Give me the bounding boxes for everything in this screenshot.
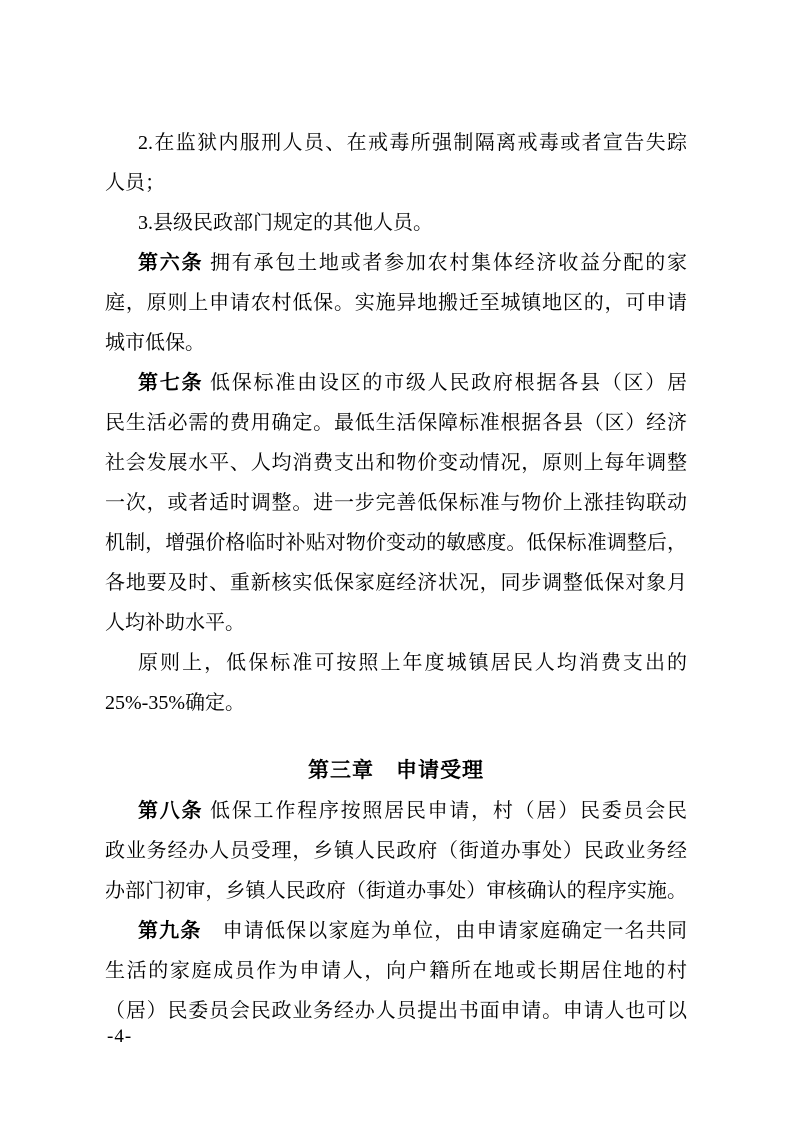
text-run: 城市低保。 [105, 332, 205, 354]
text-run: 生活的家庭成员作为申请人，向户籍所在地或长期居住地的村 [105, 960, 687, 982]
text-line [105, 911, 687, 951]
text-run: 25%-35%确定。 [105, 692, 245, 714]
text-line [105, 403, 687, 443]
text-line [105, 443, 687, 483]
page-number: -4- [107, 1026, 133, 1047]
text-line [105, 791, 687, 831]
text-line [105, 323, 687, 363]
text-line [105, 483, 687, 523]
text-line [105, 831, 687, 871]
text-line [105, 163, 687, 203]
text-line [105, 643, 687, 683]
text-run: 原则上，低保标准可按照上年度城镇居民人均消费支出的 [138, 652, 687, 674]
text-run: 2.在监狱内服刑人员、在戒毒所强制隔离戒毒或者宣告失踪 [138, 132, 687, 154]
text-line [105, 243, 687, 283]
article-number: 第七条 [138, 372, 204, 394]
text-run: 拥有承包土地或者参加农村集体经济收益分配的家 [203, 252, 688, 274]
text-line [105, 523, 687, 563]
text-line [105, 683, 687, 723]
text-run: 机制，增强价格临时补贴对物价变动的敏感度。低保标准调整后， [105, 532, 687, 554]
text-line [105, 991, 687, 1031]
text-line [105, 363, 687, 403]
text-run: 人均补助水平。 [105, 612, 245, 634]
article-number: 第九条 [138, 920, 202, 942]
text-run: 低保工作程序按照居民申请，村（居）民委员会民 [203, 800, 688, 822]
text-run: 政业务经办人员受理，乡镇人民政府（街道办事处）民政业务经 [105, 840, 687, 862]
text-line [105, 123, 687, 163]
text-line [105, 563, 687, 603]
text-line [105, 203, 687, 243]
chapter-heading: 第三章 申请受理 [308, 759, 484, 782]
text-run: 低保标准由设区的市级人民政府根据各县（区）居 [203, 372, 688, 394]
text-run: 一次，或者适时调整。进一步完善低保标准与物价上涨挂钩联动 [105, 492, 687, 514]
text-line [105, 871, 687, 911]
text-line [105, 603, 687, 643]
article-number: 第六条 [138, 252, 204, 274]
text-run: 人员； [105, 172, 165, 194]
text-line [105, 951, 687, 991]
text-line [105, 283, 687, 323]
article-number: 第八条 [138, 800, 204, 822]
text-run: 办部门初审，乡镇人民政府（街道办事处）审核确认的程序实施。 [105, 880, 687, 902]
text-run: 民生活必需的费用确定。最低生活保障标准根据各县（区）经济 [105, 412, 687, 434]
text-run: 申请低保以家庭为单位，由申请家庭确定一名共同 [201, 920, 688, 942]
text-run: 庭，原则上申请农村低保。实施异地搬迁至城镇地区的，可申请 [105, 292, 687, 314]
text-run: （居）民委员会民政业务经办人员提出书面申请。申请人也可以 [105, 1000, 687, 1022]
text-run: 3.县级民政部门规定的其他人员。 [138, 212, 433, 234]
document-body [105, 123, 687, 1031]
text-run: 各地要及时、重新核实低保家庭经济状况，同步调整低保对象月 [105, 572, 687, 594]
text-run: 社会发展水平、人均消费支出和物价变动情况，原则上每年调整 [105, 452, 687, 474]
